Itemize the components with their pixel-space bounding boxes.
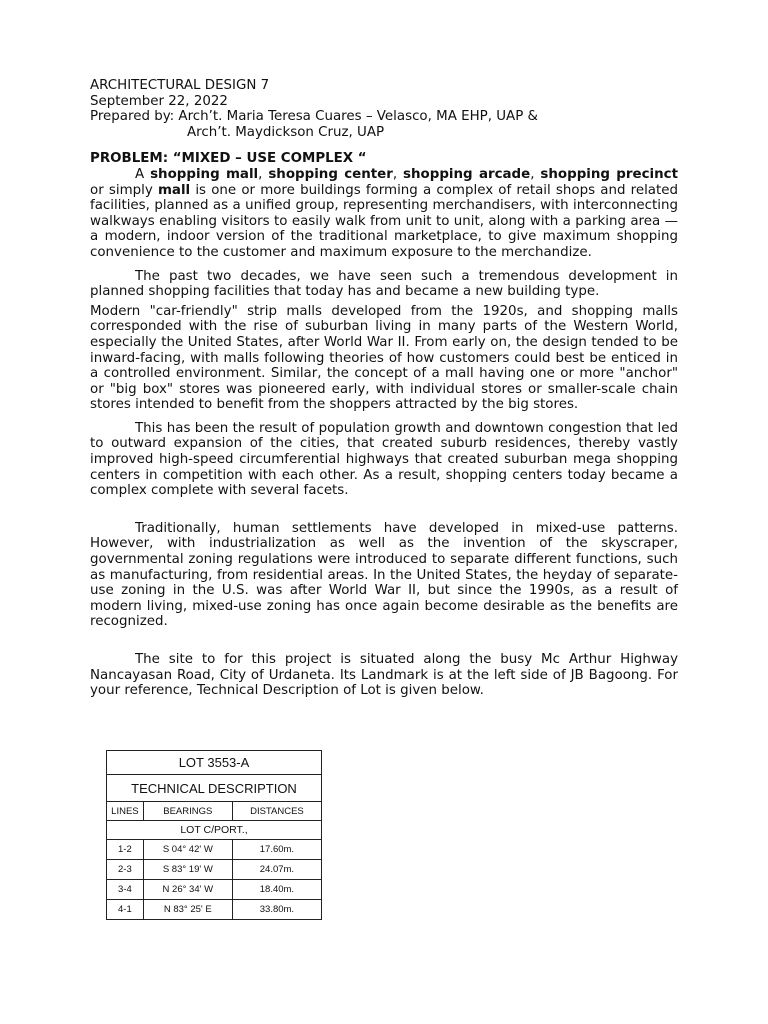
cell-line: 4-1 [107, 900, 144, 920]
cell-bearing: S 83° 19' W [143, 860, 232, 880]
document-body [90, 78, 678, 699]
paragraph-population-growth: This has been the result of population growth and downtown congestion that led to outward expansion of the cities, that created suburb residences, thereby vastly improved high-speed circumferential highways that created suburban mega shopping centers in competition with each other. As a result, shopping centers today became a complex complete with several facets. [90, 420, 678, 499]
prepared-by: Prepared by: Arch’t. Maria Teresa Cuares – Velasco, MA EHP, UAP & [90, 109, 538, 125]
cell-line: 1-2 [107, 840, 144, 860]
problem-title: PROBLEM: “MIXED – USE COMPLEX “ [90, 151, 367, 167]
cell-line: 3-4 [107, 880, 144, 900]
column-header-lines: LINES [107, 802, 144, 821]
table-row [107, 900, 322, 920]
prepared-by-second: Arch’t. Maydickson Cruz, UAP [187, 124, 385, 140]
technical-description-heading: TECHNICAL DESCRIPTION [107, 775, 322, 802]
table-row [107, 860, 322, 880]
table-row [107, 880, 322, 900]
paragraph-mixed-use: Traditionally, human settlements have developed in mixed-use patterns. However, with industrialization as well as the invention of the skyscraper, governmental zoning regulations were introduced to separate different functions, such as manufacturing, from residential areas. In the United States, the heyday of separate-use zoning in the U.S. was after World War II, but since the 1990s, as a result of modern living, mixed-use zoning has once again become desirable as the benefits are recognized. [90, 520, 678, 630]
cell-bearing: N 83° 25' E [143, 900, 232, 920]
course-title: ARCHITECTURAL DESIGN 7 [90, 78, 270, 93]
paragraph-mall-definition: A shopping mall, shopping center, shopping arcade, shopping precinct or simply mall is one or more buildings forming a complex of retail shops and related facilities, planned as a unified group, representing merchandisers, with interconnecting walkways enabling visitors to easily walk from unit to unit, along with a parking area — a modern, indoor version of the traditional marketplace, to give maximum shopping convenience to the customer and maximum exposure to the merchandize. [90, 166, 678, 260]
column-header-distances: DISTANCES [232, 802, 321, 821]
cell-distance: 17.60m. [232, 840, 321, 860]
column-header-bearings: BEARINGS [143, 802, 232, 821]
cell-bearing: N 26° 34' W [143, 880, 232, 900]
paragraph-site: The site to for this project is situated along the busy Mc Arthur Highway Nancayasan Road, City of Urdaneta. Its Landmark is at the left side of JB Bagoong. For your reference, Technical Description of Lot is given below. [90, 652, 678, 699]
table-row [107, 840, 322, 860]
cell-line: 2-3 [107, 860, 144, 880]
paragraph-strip-malls: Modern "car-friendly" strip malls developed from the 1920s, and shopping malls corresponded with the rise of suburban living in many parts of the Western World, especially the United States, after World War II. From early on, the design tended to be inward-facing, with malls following theories of how customers could best be enticed in a controlled environment. Similar, the concept of a mall having one or more "anchor" or "big box" stores was pioneered early, with individual stores or smaller-scale chain stores intended to benefit from the shoppers attracted by the big stores. [90, 303, 678, 413]
document-header [90, 78, 678, 140]
cell-distance: 24.07m. [232, 860, 321, 880]
lot-label: LOT C/PORT., [107, 821, 322, 840]
lot-title: LOT 3553-A [107, 751, 322, 775]
paragraph-past-decades: The past two decades, we have seen such a tremendous development in planned shopping facilities that today has and became a new building type. [90, 268, 678, 300]
cell-distance: 18.40m. [232, 880, 321, 900]
cell-bearing: S 04° 42' W [143, 840, 232, 860]
cell-distance: 33.80m. [232, 900, 321, 920]
document-date: September 22, 2022 [90, 93, 228, 109]
lot-technical-description-table [106, 750, 322, 920]
